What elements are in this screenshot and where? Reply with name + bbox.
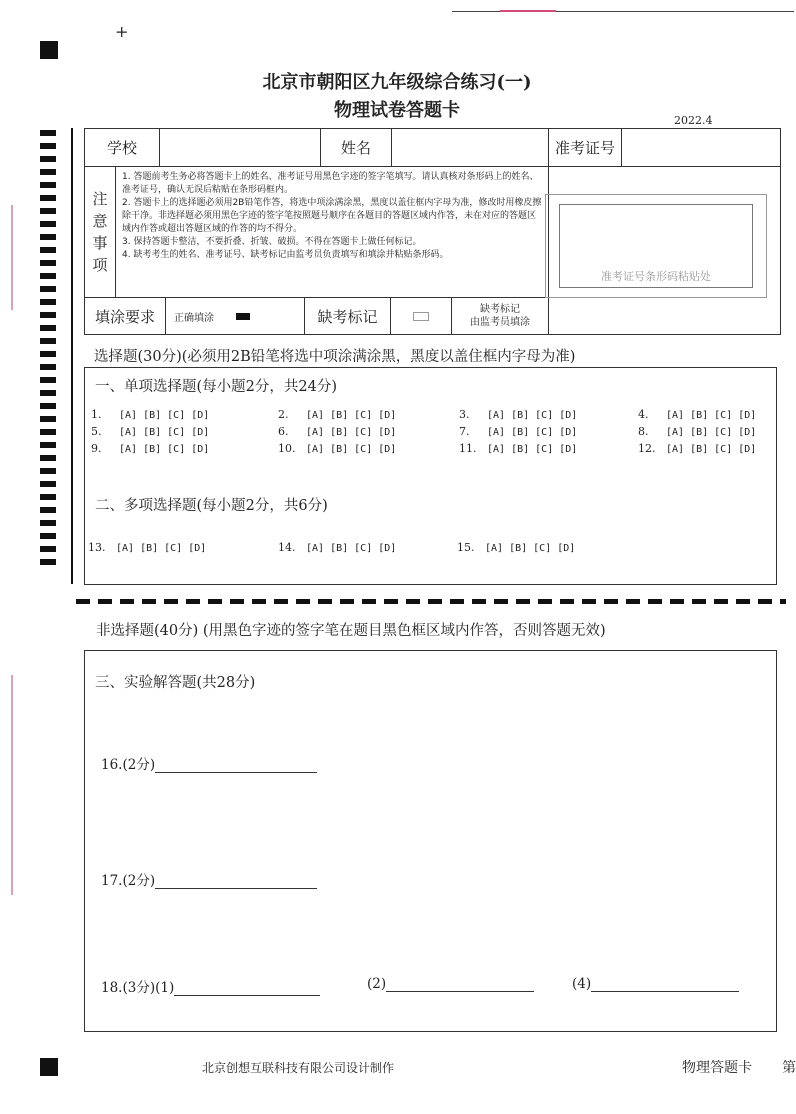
timing-mark xyxy=(40,221,56,227)
question-number: 3. xyxy=(459,408,470,421)
choice-question[interactable] xyxy=(457,541,575,554)
timing-mark xyxy=(40,312,56,318)
question-number: 6. xyxy=(278,425,289,438)
timing-mark xyxy=(40,286,56,292)
question-number: 11. xyxy=(459,442,477,455)
notice-char: 事 xyxy=(92,234,108,252)
timing-mark xyxy=(40,299,56,305)
barcode-area xyxy=(545,194,767,298)
nonchoice-heading: 非选择题(40分) (用黑色字迹的签字笔在题目黑色框区域内作答，否则答题无效) xyxy=(96,623,606,639)
fill-requirement-row xyxy=(85,298,549,335)
name-field[interactable] xyxy=(392,129,549,167)
q18-4-row xyxy=(572,976,739,992)
timing-mark xyxy=(40,208,56,214)
answer-options[interactable]: [A] [B] [C] [D] xyxy=(116,543,207,554)
left-pink-mark-1 xyxy=(11,205,13,310)
answer-options[interactable]: [A] [B] [C] [D] xyxy=(666,410,757,421)
single-choice-heading: 一、单项选择题(每小题2分，共24分) xyxy=(95,379,337,395)
q17-answer-line[interactable] xyxy=(155,874,317,889)
answer-options[interactable]: [A] [B] [C] [D] xyxy=(485,543,576,554)
q18-4-answer-line[interactable] xyxy=(591,977,739,992)
notice-item: 3. 保持答题卡整洁，不要折叠、折皱、破损。不得在答题卡上做任何标记。 xyxy=(122,237,422,247)
notice-label xyxy=(85,167,116,297)
notice-item: 4. 缺考考生的姓名、准考证号、缺考标记由监考员负责填写和填涂并粘贴条形码。 xyxy=(122,250,449,260)
timing-mark xyxy=(40,520,56,526)
timing-mark xyxy=(40,364,56,370)
timing-mark xyxy=(40,260,56,266)
exam-date: 2022.4 xyxy=(674,114,713,127)
multi-choice-heading: 二、多项选择题(每小题2分，共6分) xyxy=(95,498,328,514)
question-number: 14. xyxy=(278,541,296,554)
q16-row xyxy=(101,753,317,773)
q16-label: 16.(2分) xyxy=(101,757,156,773)
choice-question[interactable] xyxy=(88,541,206,554)
answer-options[interactable]: [A] [B] [C] [D] xyxy=(487,444,578,455)
answer-options[interactable]: [A] [B] [C] [D] xyxy=(119,410,210,421)
timing-mark xyxy=(40,377,56,383)
notice-item: 1. 答题前考生务必将答题卡上的姓名、准考证号用黑色字迹的签字笔填写。请认真核对条形码上的姓名、准考证号，确认无误后粘贴在条形码框内。 xyxy=(122,172,539,195)
timing-mark xyxy=(40,559,56,565)
timing-mark xyxy=(40,156,56,162)
choice-section xyxy=(84,367,777,585)
answer-options[interactable]: [A] [B] [C] [D] xyxy=(306,410,397,421)
notice-text xyxy=(116,167,548,297)
registration-mark-top-left xyxy=(40,41,58,59)
answer-options[interactable]: [A] [B] [C] [D] xyxy=(666,444,757,455)
choice-question[interactable] xyxy=(638,442,756,455)
timing-mark xyxy=(40,234,56,240)
q17-row xyxy=(101,869,317,889)
name-label: 姓名 xyxy=(321,129,392,167)
absent-box-cell xyxy=(391,298,452,334)
registration-mark-bottom-left xyxy=(40,1058,58,1076)
question-number: 15. xyxy=(457,541,475,554)
q16-answer-line[interactable] xyxy=(155,758,317,773)
choice-question[interactable] xyxy=(278,442,396,455)
timing-marks xyxy=(40,130,56,572)
q18-row xyxy=(101,976,320,996)
school-label: 学校 xyxy=(85,129,160,167)
answer-options[interactable]: [A] [B] [C] [D] xyxy=(306,444,397,455)
page-title: 北京市朝阳区九年级综合练习(一) xyxy=(262,72,532,93)
timing-mark xyxy=(40,468,56,474)
question-number: 9. xyxy=(91,442,102,455)
timing-mark xyxy=(40,143,56,149)
correct-fill-label: 正确填涂 xyxy=(174,312,214,324)
notice-char: 注 xyxy=(92,190,108,208)
choice-question[interactable] xyxy=(91,408,209,421)
filled-box-sample xyxy=(236,313,250,320)
question-number: 13. xyxy=(88,541,106,554)
question-number: 4. xyxy=(638,408,649,421)
footer-company: 北京创想互联科技有限公司设计制作 xyxy=(202,1061,395,1075)
fill-req-label: 填涂要求 xyxy=(85,298,166,334)
notice-char: 项 xyxy=(92,256,108,274)
absent-note xyxy=(452,298,548,334)
footer-card-name: 物理答题卡 xyxy=(682,1060,752,1076)
answer-options[interactable]: [A] [B] [C] [D] xyxy=(306,543,397,554)
answer-options[interactable]: [A] [B] [C] [D] xyxy=(306,427,397,438)
barcode-frame xyxy=(559,204,753,288)
answer-options[interactable]: [A] [B] [C] [D] xyxy=(119,444,210,455)
q18-1-answer-line[interactable] xyxy=(174,981,320,996)
choice-question[interactable] xyxy=(91,442,209,455)
question-number: 8. xyxy=(638,425,649,438)
top-pink-rule xyxy=(500,10,556,12)
question-number: 2. xyxy=(278,408,289,421)
question-number: 7. xyxy=(459,425,470,438)
timing-mark xyxy=(40,130,56,136)
choice-question[interactable] xyxy=(278,425,396,438)
choice-question[interactable] xyxy=(638,408,756,421)
timing-mark xyxy=(40,195,56,201)
answer-options[interactable]: [A] [B] [C] [D] xyxy=(487,427,578,438)
question-number: 1. xyxy=(91,408,102,421)
timing-mark xyxy=(40,533,56,539)
exam-id-label: 准考证号 xyxy=(549,129,622,167)
timing-mark xyxy=(40,273,56,279)
choice-question[interactable] xyxy=(638,425,756,438)
absent-note-line2: 由监考员填涂 xyxy=(470,317,530,328)
timing-mark xyxy=(40,481,56,487)
timing-mark xyxy=(40,351,56,357)
timing-mark xyxy=(40,182,56,188)
q18-2-row xyxy=(367,976,534,992)
timing-mark xyxy=(40,546,56,552)
q18-label: 18.(3分)(1) xyxy=(101,980,175,996)
choice-question[interactable] xyxy=(278,541,396,554)
nonchoice-section xyxy=(84,650,777,1032)
question-number: 5. xyxy=(91,425,102,438)
timing-mark xyxy=(40,247,56,253)
timing-mark xyxy=(40,338,56,344)
timing-mark xyxy=(40,169,56,175)
timing-mark xyxy=(40,325,56,331)
left-pink-mark-2 xyxy=(11,675,13,895)
correct-fill-example xyxy=(166,298,305,334)
q17-label: 17.(2分) xyxy=(101,873,156,889)
absent-checkbox[interactable] xyxy=(413,312,429,321)
barcode-label: 准考证号条形码粘贴处 xyxy=(601,270,711,283)
q18-2-answer-line[interactable] xyxy=(386,977,534,992)
timing-mark xyxy=(40,403,56,409)
absent-label: 缺考标记 xyxy=(305,298,391,334)
timing-mark xyxy=(40,390,56,396)
answer-options[interactable]: [A] [B] [C] [D] xyxy=(119,427,210,438)
footer-page: 第 xyxy=(782,1060,796,1076)
q18-4-label: (4) xyxy=(572,976,592,992)
timing-mark xyxy=(40,494,56,500)
choice-question[interactable] xyxy=(459,425,577,438)
plus-mark: + xyxy=(115,22,129,41)
timing-mark xyxy=(40,455,56,461)
section3-heading: 三、实验解答题(共28分) xyxy=(95,675,256,691)
answer-options[interactable]: [A] [B] [C] [D] xyxy=(487,410,578,421)
question-number: 12. xyxy=(638,442,656,455)
choice-question[interactable] xyxy=(459,408,577,421)
cut-line xyxy=(76,599,786,604)
timing-mark xyxy=(40,442,56,448)
choice-question[interactable] xyxy=(278,408,396,421)
choice-question[interactable] xyxy=(91,425,209,438)
question-number: 10. xyxy=(278,442,296,455)
page-subtitle: 物理试卷答题卡 xyxy=(334,100,460,121)
notice-char: 意 xyxy=(92,212,108,230)
choice-question[interactable] xyxy=(459,442,577,455)
answer-options[interactable]: [A] [B] [C] [D] xyxy=(666,427,757,438)
notice-item: 2. 答题卡上的选择题必须用2B铅笔作答，将选中项涂满涂黑，黑度以盖住框内字母为准，修改时用橡皮擦除干净。非选择题必须用黑色字迹的签字笔按照题号顺序在各题目的答题区域内作答，未在对应的答题区域内作答或超出答题区域的作答的均不得分。 xyxy=(122,198,542,234)
q18-2-label: (2) xyxy=(367,976,387,992)
timing-mark xyxy=(40,416,56,422)
choice-heading: 选择题(30分)(必须用2B铅笔将选中项涂满涂黑，黑度以盖住框内字母为准) xyxy=(94,349,576,365)
timing-mark xyxy=(40,507,56,513)
absent-note-line1: 缺考标记 xyxy=(480,304,520,315)
school-field[interactable] xyxy=(160,129,321,167)
exam-id-field[interactable] xyxy=(622,129,781,167)
timing-guide-line xyxy=(71,128,73,584)
timing-mark xyxy=(40,429,56,435)
notice-cell xyxy=(85,167,549,298)
